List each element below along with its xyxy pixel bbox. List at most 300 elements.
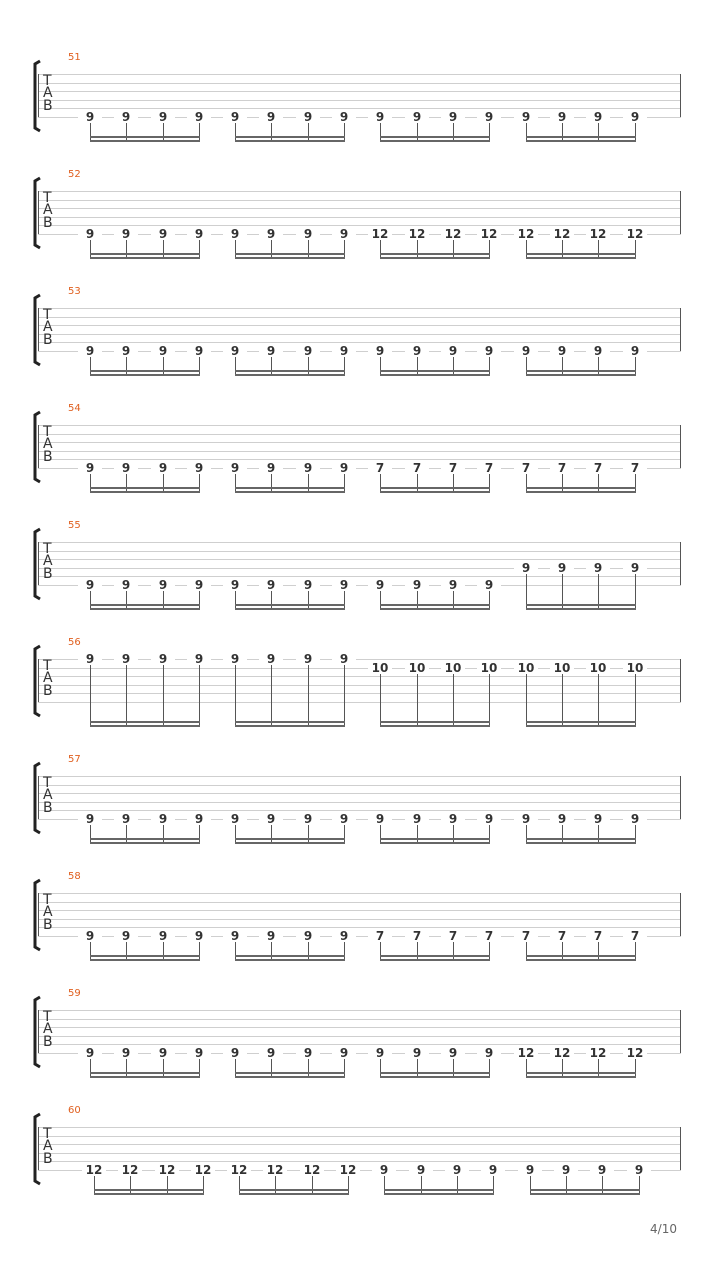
staff-line [38, 451, 681, 452]
note-beam [380, 140, 490, 142]
fret-number: 7 [514, 930, 538, 942]
note-beam [526, 487, 636, 489]
fret-number: 9 [368, 1047, 392, 1059]
fret-number: 9 [477, 345, 501, 357]
note-beam [90, 608, 200, 610]
staff-line [38, 568, 681, 569]
fret-number: 9 [550, 111, 574, 123]
tab-clef-letter: T [43, 190, 52, 206]
staff-line [38, 542, 681, 543]
tab-clef-letter: T [43, 892, 52, 908]
measure-number: 52 [68, 169, 81, 180]
staff-line [38, 1127, 681, 1128]
staff-line [38, 191, 681, 192]
note-beam [526, 608, 636, 610]
barline-right [680, 542, 681, 585]
fret-number: 9 [332, 653, 356, 665]
tab-clef-letter: B [43, 916, 53, 933]
barline-right [680, 893, 681, 936]
note-beam [235, 257, 345, 259]
fret-number: 9 [405, 813, 429, 825]
fret-number: 9 [187, 813, 211, 825]
tab-measure [0, 403, 720, 513]
staff-line [38, 225, 681, 226]
measure-number: 55 [68, 520, 81, 531]
note-beam [94, 1189, 204, 1191]
fret-number: 7 [368, 462, 392, 474]
note-beam [380, 725, 490, 727]
fret-number: 9 [223, 579, 247, 591]
fret-number: 9 [481, 1164, 505, 1176]
staff-line [38, 208, 681, 209]
fret-number: 10 [623, 662, 647, 674]
fret-number: 9 [586, 345, 610, 357]
fret-number: 9 [114, 462, 138, 474]
note-stem [199, 665, 200, 727]
note-beam [526, 136, 636, 138]
note-stem [308, 665, 309, 727]
barline-right [680, 776, 681, 819]
fret-number: 9 [151, 462, 175, 474]
fret-number: 9 [187, 653, 211, 665]
staff-line [38, 459, 681, 460]
note-beam [526, 370, 636, 372]
staff-line [38, 776, 681, 777]
barline-left [38, 542, 39, 585]
fret-number: 12 [623, 1047, 647, 1059]
note-beam [235, 721, 345, 723]
fret-number: 9 [151, 930, 175, 942]
tab-clef-letter: T [43, 1009, 52, 1025]
fret-number: 12 [118, 1164, 142, 1176]
tab-clef-letter: A [43, 436, 53, 453]
fret-number: 9 [151, 813, 175, 825]
staff-line [38, 100, 681, 101]
tab-clef-letter: T [43, 424, 52, 440]
tab-measure [0, 286, 720, 396]
fret-number: 9 [78, 1047, 102, 1059]
note-beam [526, 959, 636, 961]
fret-number: 9 [223, 462, 247, 474]
fret-number: 9 [223, 228, 247, 240]
barline-left [38, 1010, 39, 1053]
note-beam [526, 1072, 636, 1074]
note-beam [239, 1189, 349, 1191]
staff-line [38, 217, 681, 218]
fret-number: 12 [623, 228, 647, 240]
fret-number: 9 [477, 579, 501, 591]
fret-number: 7 [550, 462, 574, 474]
staff-line [38, 1044, 681, 1045]
note-beam [526, 140, 636, 142]
note-beam [235, 955, 345, 957]
fret-number: 9 [296, 111, 320, 123]
fret-number: 9 [151, 653, 175, 665]
tab-clef-letter: B [43, 448, 53, 465]
barline-right [680, 425, 681, 468]
note-beam [526, 374, 636, 376]
staff-line [38, 342, 681, 343]
note-beam [526, 955, 636, 957]
tab-measure [0, 1105, 720, 1215]
fret-number: 12 [586, 1047, 610, 1059]
tab-clef-letter: A [43, 202, 53, 219]
fret-number: 9 [114, 1047, 138, 1059]
note-beam [530, 1193, 640, 1195]
fret-number: 9 [623, 562, 647, 574]
fret-number: 9 [259, 930, 283, 942]
fret-number: 9 [151, 1047, 175, 1059]
fret-number: 9 [441, 813, 465, 825]
fret-number: 7 [441, 462, 465, 474]
note-beam [90, 136, 200, 138]
note-stem [417, 674, 418, 727]
fret-number: 9 [223, 813, 247, 825]
tab-clef-letter: T [43, 658, 52, 674]
staff-line [38, 83, 681, 84]
staff-line [38, 559, 681, 560]
fret-number: 9 [114, 228, 138, 240]
note-stem [562, 674, 563, 727]
note-beam [380, 491, 490, 493]
fret-number: 9 [259, 579, 283, 591]
fret-number: 9 [259, 228, 283, 240]
fret-number: 9 [405, 345, 429, 357]
note-beam [526, 1076, 636, 1078]
fret-number: 9 [223, 111, 247, 123]
staff-line [38, 91, 681, 92]
note-beam [90, 370, 200, 372]
fret-number: 9 [405, 579, 429, 591]
fret-number: 9 [550, 562, 574, 574]
fret-number: 7 [477, 462, 501, 474]
staff-line [38, 919, 681, 920]
fret-number: 9 [368, 579, 392, 591]
note-beam [526, 491, 636, 493]
fret-number: 9 [259, 462, 283, 474]
fret-number: 9 [259, 345, 283, 357]
fret-number: 7 [586, 462, 610, 474]
fret-number: 9 [372, 1164, 396, 1176]
staff-line [38, 1010, 681, 1011]
fret-number: 9 [78, 111, 102, 123]
note-beam [235, 842, 345, 844]
fret-number: 9 [518, 1164, 542, 1176]
fret-number: 9 [296, 228, 320, 240]
staff-line [38, 434, 681, 435]
staff-line [38, 425, 681, 426]
staff-line [38, 1027, 681, 1028]
note-stem [344, 665, 345, 727]
fret-number: 9 [409, 1164, 433, 1176]
fret-number: 7 [441, 930, 465, 942]
note-beam [235, 608, 345, 610]
tab-clef-letter: B [43, 565, 53, 582]
fret-number: 7 [477, 930, 501, 942]
fret-number: 9 [187, 462, 211, 474]
fret-number: 9 [332, 579, 356, 591]
staff-line [38, 200, 681, 201]
tab-clef-letter: A [43, 319, 53, 336]
note-beam [235, 491, 345, 493]
note-beam [380, 842, 490, 844]
barline-left [38, 1127, 39, 1170]
staff-line [38, 693, 681, 694]
fret-number: 9 [223, 653, 247, 665]
fret-number: 12 [227, 1164, 251, 1176]
staff-line [38, 576, 681, 577]
fret-number: 9 [441, 579, 465, 591]
tab-clef-letter: A [43, 85, 53, 102]
note-stem [453, 674, 454, 727]
barline-left [38, 425, 39, 468]
note-beam [235, 1076, 345, 1078]
fret-number: 9 [405, 111, 429, 123]
measure-number: 60 [68, 1105, 81, 1116]
note-beam [526, 257, 636, 259]
barline-left [38, 74, 39, 117]
note-stem [126, 665, 127, 727]
fret-number: 9 [114, 345, 138, 357]
fret-number: 9 [623, 345, 647, 357]
tab-measure [0, 988, 720, 1098]
measure-number: 56 [68, 637, 81, 648]
fret-number: 9 [445, 1164, 469, 1176]
barline-left [38, 893, 39, 936]
note-beam [235, 838, 345, 840]
tab-clef-letter: A [43, 553, 53, 570]
fret-number: 9 [296, 1047, 320, 1059]
staff-line [38, 334, 681, 335]
fret-number: 7 [586, 930, 610, 942]
tab-clef-letter: T [43, 541, 52, 557]
note-beam [384, 1193, 494, 1195]
fret-number: 9 [441, 111, 465, 123]
tab-clef-letter: A [43, 1138, 53, 1155]
fret-number: 9 [590, 1164, 614, 1176]
fret-number: 9 [405, 1047, 429, 1059]
note-stem [235, 665, 236, 727]
fret-number: 9 [332, 930, 356, 942]
tab-measure [0, 754, 720, 864]
note-beam [526, 604, 636, 606]
fret-number: 9 [296, 930, 320, 942]
staff-line [38, 325, 681, 326]
note-beam [94, 1193, 204, 1195]
note-beam [380, 374, 490, 376]
fret-number: 7 [623, 930, 647, 942]
note-beam [90, 721, 200, 723]
fret-number: 9 [114, 111, 138, 123]
note-beam [526, 838, 636, 840]
fret-number: 7 [405, 462, 429, 474]
fret-number: 9 [114, 813, 138, 825]
fret-number: 9 [623, 813, 647, 825]
fret-number: 9 [187, 345, 211, 357]
fret-number: 9 [78, 930, 102, 942]
note-beam [90, 838, 200, 840]
note-stem [380, 674, 381, 727]
fret-number: 9 [627, 1164, 651, 1176]
fret-number: 10 [514, 662, 538, 674]
note-beam [384, 1189, 494, 1191]
note-beam [380, 1076, 490, 1078]
fret-number: 9 [151, 345, 175, 357]
note-beam [90, 491, 200, 493]
barline-right [680, 191, 681, 234]
fret-number: 10 [405, 662, 429, 674]
fret-number: 9 [259, 111, 283, 123]
note-beam [90, 487, 200, 489]
fret-number: 9 [114, 579, 138, 591]
barline-left [38, 659, 39, 702]
note-beam [235, 725, 345, 727]
fret-number: 10 [477, 662, 501, 674]
note-beam [90, 253, 200, 255]
fret-number: 9 [332, 1047, 356, 1059]
note-beam [380, 959, 490, 961]
fret-number: 9 [332, 462, 356, 474]
note-beam [380, 721, 490, 723]
staff-line [38, 702, 681, 703]
note-beam [90, 604, 200, 606]
fret-number: 10 [586, 662, 610, 674]
note-beam [526, 253, 636, 255]
staff-line [38, 108, 681, 109]
note-beam [380, 838, 490, 840]
note-beam [235, 604, 345, 606]
page-number: 4/10 [650, 1222, 677, 1236]
staff-line [38, 802, 681, 803]
note-beam [90, 842, 200, 844]
staff-line [38, 676, 681, 677]
fret-number: 9 [368, 813, 392, 825]
tab-measure [0, 169, 720, 279]
fret-number: 12 [550, 1047, 574, 1059]
fret-number: 9 [259, 813, 283, 825]
fret-number: 9 [477, 813, 501, 825]
fret-number: 9 [514, 562, 538, 574]
note-beam [239, 1193, 349, 1195]
tab-clef-letter: T [43, 775, 52, 791]
fret-number: 10 [441, 662, 465, 674]
note-stem [489, 674, 490, 727]
note-beam [235, 374, 345, 376]
fret-number: 12 [477, 228, 501, 240]
tab-measure [0, 52, 720, 162]
fret-number: 9 [78, 228, 102, 240]
fret-number: 9 [441, 1047, 465, 1059]
barline-right [680, 308, 681, 351]
fret-number: 9 [78, 462, 102, 474]
fret-number: 9 [550, 345, 574, 357]
fret-number: 9 [223, 930, 247, 942]
fret-number: 9 [296, 579, 320, 591]
note-beam [90, 1072, 200, 1074]
fret-number: 12 [155, 1164, 179, 1176]
fret-number: 9 [296, 813, 320, 825]
fret-number: 7 [550, 930, 574, 942]
fret-number: 7 [623, 462, 647, 474]
staff-line [38, 793, 681, 794]
fret-number: 12 [300, 1164, 324, 1176]
barline-right [680, 74, 681, 117]
tab-clef-letter: B [43, 682, 53, 699]
fret-number: 9 [187, 930, 211, 942]
fret-number: 9 [78, 579, 102, 591]
note-beam [90, 955, 200, 957]
measure-number: 53 [68, 286, 81, 297]
note-stem [271, 665, 272, 727]
note-stem [90, 665, 91, 727]
note-beam [380, 136, 490, 138]
fret-number: 9 [623, 111, 647, 123]
note-stem [635, 674, 636, 727]
fret-number: 12 [263, 1164, 287, 1176]
note-beam [90, 140, 200, 142]
note-stem [163, 665, 164, 727]
measure-number: 59 [68, 988, 81, 999]
tab-measure [0, 871, 720, 981]
note-beam [380, 253, 490, 255]
fret-number: 9 [477, 111, 501, 123]
note-beam [380, 487, 490, 489]
barline-right [680, 659, 681, 702]
tab-clef-letter: A [43, 904, 53, 921]
staff-line [38, 1153, 681, 1154]
fret-number: 7 [514, 462, 538, 474]
fret-number: 9 [586, 813, 610, 825]
measure-number: 57 [68, 754, 81, 765]
fret-number: 9 [441, 345, 465, 357]
barline-left [38, 191, 39, 234]
note-beam [526, 725, 636, 727]
barline-left [38, 776, 39, 819]
note-beam [530, 1189, 640, 1191]
note-beam [90, 374, 200, 376]
note-stem [526, 674, 527, 727]
note-beam [235, 253, 345, 255]
tab-measure [0, 520, 720, 630]
fret-number: 9 [187, 579, 211, 591]
barline-right [680, 1127, 681, 1170]
fret-number: 12 [405, 228, 429, 240]
note-beam [90, 1076, 200, 1078]
fret-number: 7 [405, 930, 429, 942]
staff-line [38, 551, 681, 552]
note-beam [380, 608, 490, 610]
fret-number: 9 [259, 1047, 283, 1059]
tab-clef-letter: T [43, 307, 52, 323]
staff-line [38, 668, 681, 669]
fret-number: 9 [477, 1047, 501, 1059]
fret-number: 12 [368, 228, 392, 240]
note-stem [598, 674, 599, 727]
tab-measure [0, 637, 720, 747]
fret-number: 9 [187, 1047, 211, 1059]
staff-line [38, 317, 681, 318]
fret-number: 9 [223, 1047, 247, 1059]
staff-line [38, 1036, 681, 1037]
note-beam [380, 257, 490, 259]
staff-line [38, 1019, 681, 1020]
tab-clef-letter: B [43, 1033, 53, 1050]
fret-number: 9 [259, 653, 283, 665]
fret-number: 9 [586, 562, 610, 574]
fret-number: 9 [78, 345, 102, 357]
tab-clef-letter: B [43, 1150, 53, 1167]
note-beam [380, 604, 490, 606]
